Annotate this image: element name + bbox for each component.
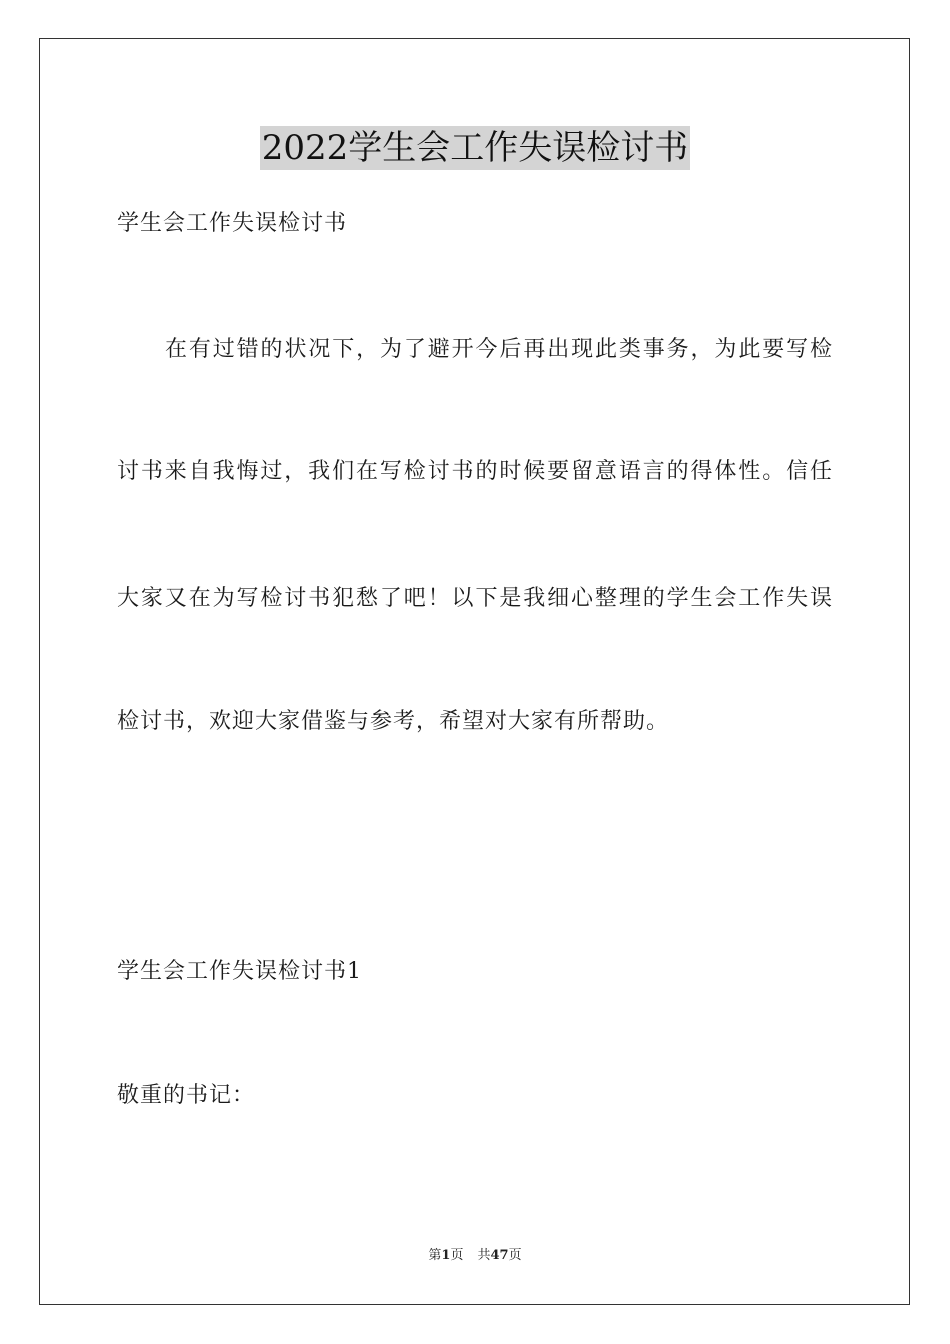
salutation: 敬重的书记： (117, 1083, 256, 1108)
footer-page-suffix: 页 (450, 1248, 464, 1263)
document-subtitle: 学生会工作失误检讨书 (117, 211, 348, 236)
intro-line-3: 大家又在为写检讨书犯愁了吧！以下是我细心整理的学生会工作失误 (117, 586, 833, 611)
document-title: 2022学生会工作失误检讨书 (261, 128, 689, 168)
footer-total-pages: 47 (490, 1248, 509, 1263)
page-footer (0, 1247, 950, 1265)
intro-line-4: 检讨书，欢迎大家借鉴与参考，希望对大家有所帮助。 (117, 709, 670, 734)
footer-total-prefix: 共 (477, 1248, 491, 1263)
title-container (0, 126, 950, 170)
footer-page-prefix: 第 (428, 1248, 442, 1263)
footer-page-number: 1 (441, 1248, 451, 1263)
footer-total-suffix: 页 (508, 1248, 522, 1263)
section-heading: 学生会工作失误检讨书1 (117, 959, 362, 984)
intro-line-1: 在有过错的状况下，为了避开今后再出现此类事务，为此要写检 (165, 337, 833, 362)
intro-line-2: 讨书来自我悔过，我们在写检讨书的时候要留意语言的得体性。信任 (117, 459, 833, 484)
